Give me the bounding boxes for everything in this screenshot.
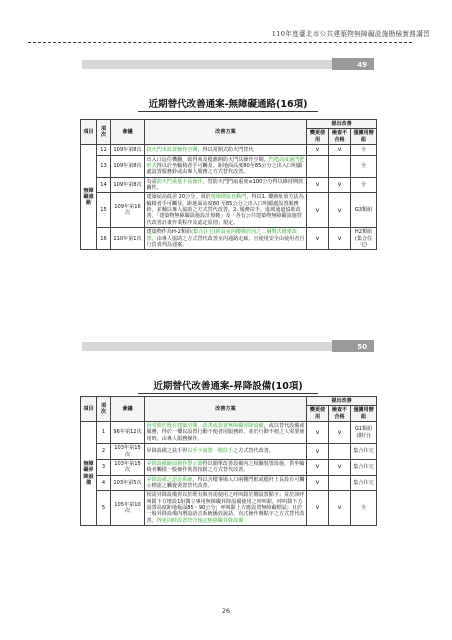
- col-number: 項次: [97, 120, 111, 145]
- slide-number: 49: [357, 61, 367, 69]
- col-check-fail: 檢查不合格: [329, 129, 351, 145]
- row-plan: 有需防火門重量不易操作，替防火門門扇重度≤100公分得以維持開放關性。: [145, 177, 307, 193]
- row-plan: 昇降設備之扶手得以至少設置一側扶手之方式替代改善。: [145, 444, 307, 460]
- row-plan: 昇降設備鏡面修作警示器得以簡單改善設備內之相關裝置設施，供坐輪椅者觸摸一般操作裝置按鈕之方式替代改善。: [145, 459, 307, 475]
- row-use: G3類組: [351, 193, 377, 228]
- row-check: v: [307, 444, 329, 460]
- header-divider: [28, 42, 412, 43]
- row-check: [329, 475, 351, 491]
- col-original-use: 僅擴用辦組: [351, 129, 377, 145]
- row-meeting: 110年第1次: [111, 228, 145, 250]
- col-plan: 改善方案: [145, 120, 307, 145]
- row-plan: 因受限於既有建築空間，改善或設置無障礙昇降設備，或以替代設備或服務，得於一樓以設置行動不便者用服務鈴、並於行動不便之人需要使用時，由專人服務操作。: [145, 422, 307, 444]
- col-group: 提出改善: [307, 397, 377, 406]
- table-row: [81, 459, 377, 475]
- row-use: H2類組(集合住宅): [351, 228, 377, 250]
- table-row: [81, 422, 377, 444]
- slide-accessible-route: [82, 58, 374, 318]
- row-check: v: [329, 459, 351, 475]
- row-meeting: 109年第8次: [111, 177, 145, 193]
- row-check: v: [307, 228, 329, 250]
- col-group: 提出改善: [307, 120, 377, 129]
- row-check: v: [307, 145, 329, 156]
- row-number: 14: [97, 177, 111, 193]
- row-check: v: [307, 177, 329, 193]
- row-check: [329, 155, 351, 177]
- col-meeting: 會議: [111, 397, 145, 422]
- slide-title: 近期替代改善通案-昇降設備(10項): [82, 378, 374, 394]
- slide-lift-equipment: [82, 340, 374, 602]
- col-number: 項次: [97, 397, 111, 422]
- row-meeting: 103年第15次: [111, 444, 145, 460]
- row-meeting: 109年第16次: [111, 193, 145, 228]
- row-use: 全: [351, 177, 377, 193]
- row-meeting: 105年第10次: [111, 491, 145, 526]
- row-use: 集合住宅: [351, 444, 377, 460]
- row-plan: 防火門未設置操作空間，得以常開式防火門替代: [145, 145, 307, 156]
- row-plan: 建築物作為H-2類組(集合住宅)新設室內樓梯於內之二層對式增建改置，由專人協助之方式替代改善室內通路走廊，且使用安全由使用者自行負責判為通案。: [145, 228, 307, 250]
- row-use: 全: [351, 491, 377, 526]
- row-use: G1類組(銀行): [351, 422, 377, 444]
- row-number: 16: [97, 228, 111, 250]
- row-plan: 相需昇降設備得以於既有與容需使用之呼叫鈕於側設置點字；並於該呼叫鈕下方增設1組獨立專用無障礙昇降設備使用之呼叫鈕，呼叫鈕下方設置高度距地板面85～90公分；呼叫鈕上方應設置無障礙標誌；且於一般昇降設備內增設語音系統播放說話，直式操作盤點字之方式替代改善。得免同時設置符合規定無障礙昇降設備: [145, 491, 307, 526]
- row-meeting: 96年第12次: [111, 422, 145, 444]
- col-change-use: 變更使用: [307, 129, 329, 145]
- page-header: 110年度臺北市公共建築物無障礙設施勘檢實務講習: [271, 30, 430, 38]
- row-number: 12: [97, 145, 111, 156]
- row-number: 2: [97, 444, 111, 460]
- row-meeting: 103年第5次: [111, 475, 145, 491]
- row-check: v: [307, 475, 329, 491]
- table-row: [81, 228, 377, 250]
- col-check-fail: 檢查不合格: [329, 406, 351, 422]
- row-check: v: [307, 459, 329, 475]
- row-check: v: [329, 422, 351, 444]
- row-number: 13: [97, 155, 111, 177]
- row-check: v: [307, 193, 329, 228]
- table-row: [81, 193, 377, 228]
- row-plan: 昇降設備之語音系統，得以含檯事場入口兩側門框或檯杆上長設有可觸示標語之觸覺裝置替代改善。: [145, 475, 307, 491]
- col-plan: 改善方案: [145, 397, 307, 422]
- row-check: v: [329, 145, 351, 156]
- row-check: v: [307, 422, 329, 444]
- lift-equipment-table: [80, 396, 377, 526]
- col-meeting: 會議: [111, 120, 145, 145]
- accessible-route-table: [80, 119, 377, 250]
- row-number: 5: [97, 491, 111, 526]
- col-change-use: 變更使用: [307, 406, 329, 422]
- row-number: 15: [97, 193, 111, 228]
- row-meeting: 109年第8次: [111, 155, 145, 177]
- category-cell: 無障礙昇降設備: [81, 422, 97, 526]
- row-use: 全: [351, 155, 377, 177]
- table-row: [81, 491, 377, 526]
- row-check: v: [329, 193, 351, 228]
- row-use: 全: [351, 145, 377, 156]
- row-check: v: [329, 177, 351, 193]
- row-use: 集合住宅: [351, 475, 377, 491]
- table-row: [81, 475, 377, 491]
- slide-title: 近期替代改善通案-無障礙通路(16項): [82, 96, 374, 112]
- col-item: 項目: [81, 397, 97, 422]
- row-number: 4: [97, 475, 111, 491]
- row-check: v: [329, 491, 351, 526]
- slide-decoration: [82, 340, 374, 360]
- category-cell: 無障礙通路: [81, 145, 97, 250]
- row-check: [329, 444, 351, 460]
- table-row: [81, 155, 377, 177]
- table-row: [81, 145, 377, 156]
- row-plan: 建築屋高低差 20公分，須於現場增設自動門，得以1. 樓層址放方法為輪椅者手可觸及，距地面高度80 至85公分之出入口明顯處設置服務鈴，並輔以專人協助之方式替代改善。2. 服務扶手、進坡通道協助改善，「建築物無障礙設施設計規範」及「各有公共建築物無障礙設施替代改善計畫作業程序及認定原則」規定。: [145, 193, 307, 228]
- row-number: 3: [97, 459, 111, 475]
- row-plan: 出入口這住機翻，致得來及檯應開防火門其操作空間，門把高度過門把形式得以於坐輪椅者手可觸及、距地面高度80至85公分之出入口明顯處設置服務鈴或由專人服務之方式替代改善。: [145, 155, 307, 177]
- row-meeting: 103年第15次: [111, 459, 145, 475]
- table-row: [81, 444, 377, 460]
- table-row: [81, 177, 377, 193]
- col-original-use: 僅擴用辦組: [351, 406, 377, 422]
- row-meeting: 109年第8次: [111, 145, 145, 156]
- row-check: v: [307, 491, 329, 526]
- col-item: 項目: [81, 120, 97, 145]
- row-check: v: [329, 228, 351, 250]
- page-number: 26: [221, 607, 231, 615]
- row-check: [307, 155, 329, 177]
- row-use: 集合住宅: [351, 459, 377, 475]
- slide-decoration: [82, 58, 374, 78]
- slide-number: 50: [357, 343, 367, 351]
- row-number: 1: [97, 422, 111, 444]
